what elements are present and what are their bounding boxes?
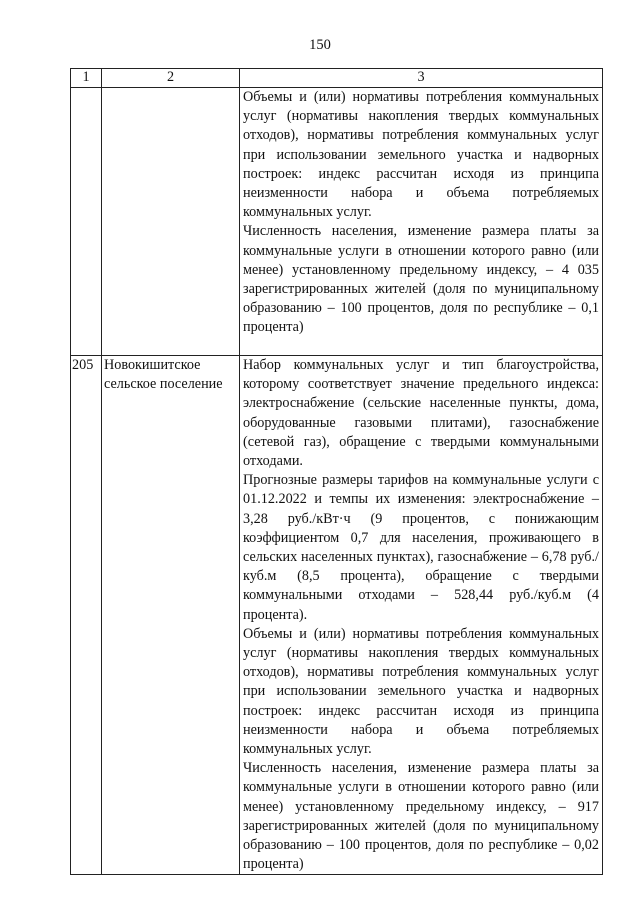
row-name xyxy=(102,88,240,356)
document-table xyxy=(70,68,603,875)
paragraph-population: Численность населения, изменение размера платы за коммунальные услуги в отношении которого равно (или менее) установленному предельному индексу, – 917 зарегистрированных жителей (доля по муниципальному образованию – 100 процентов, доля по республике – 0,02 процента) xyxy=(243,760,599,873)
paragraph-norms: Объемы и (или) нормативы потребления коммунальных услуг (нормативы накопления твердых коммунальных отходов), нормативы потребления коммунальных услуг при использовании земельного участка и надворных построек: индекс рассчитан исходя из принципа неизменности набора и объема потребляемых коммунальных услуг. xyxy=(243,625,599,758)
column-header-number: 1 xyxy=(71,69,102,88)
table-row-continuation xyxy=(71,88,603,356)
paragraph-norms: Объемы и (или) нормативы потребления коммунальных услуг (нормативы накопления твердых коммунальных отходов), нормативы потребления коммунальных услуг при использовании земельного участка и надворных построек: индекс рассчитан исходя из принципа неизменности набора и объема потребляемых коммунальных услуг. xyxy=(243,89,599,221)
paragraph-services: Набор коммунальных услуг и тип благоустройства, которому соответствует значение предельного индекса: электроснабжение (сельские населенные пункты, дома, оборудованные газовыми плитами), газоснабжение (сетевой газ), обращение с твердыми коммунальными отходами. xyxy=(243,357,599,470)
row-description xyxy=(240,356,603,875)
column-header-description: 3 xyxy=(240,69,603,88)
paragraph-tariffs: Прогнозные размеры тарифов на коммунальные услуги с 01.12.2022 и темпы их изменения: электроснабжение – 3,28 руб./кВт·ч (9 процентов, с понижающим коэффициентом 0,7 для населения, проживающего в сельских населенных пунктах), газоснабжение – 6,78 руб./куб.м (8,5 процента), обращение с твердыми коммунальными отходами – 528,44 руб./куб.м (4 процента). xyxy=(243,472,599,623)
table-row-205 xyxy=(71,356,603,875)
row-number xyxy=(71,88,102,356)
row-description xyxy=(240,88,603,356)
column-header-name: 2 xyxy=(102,69,240,88)
table-header-row xyxy=(71,69,603,88)
paragraph-population: Численность населения, изменение размера платы за коммунальные услуги в отношении которого равно (или менее) установленному предельному индексу, – 4 035 зарегистрированных жителей (доля по муниципальному образованию – 100 процентов, доля по республике – 0,1 процента) xyxy=(243,223,599,336)
page-number: 150 xyxy=(309,37,331,53)
row-number: 205 xyxy=(71,356,102,875)
row-name: Новокишитское сельское поселение xyxy=(102,356,240,875)
